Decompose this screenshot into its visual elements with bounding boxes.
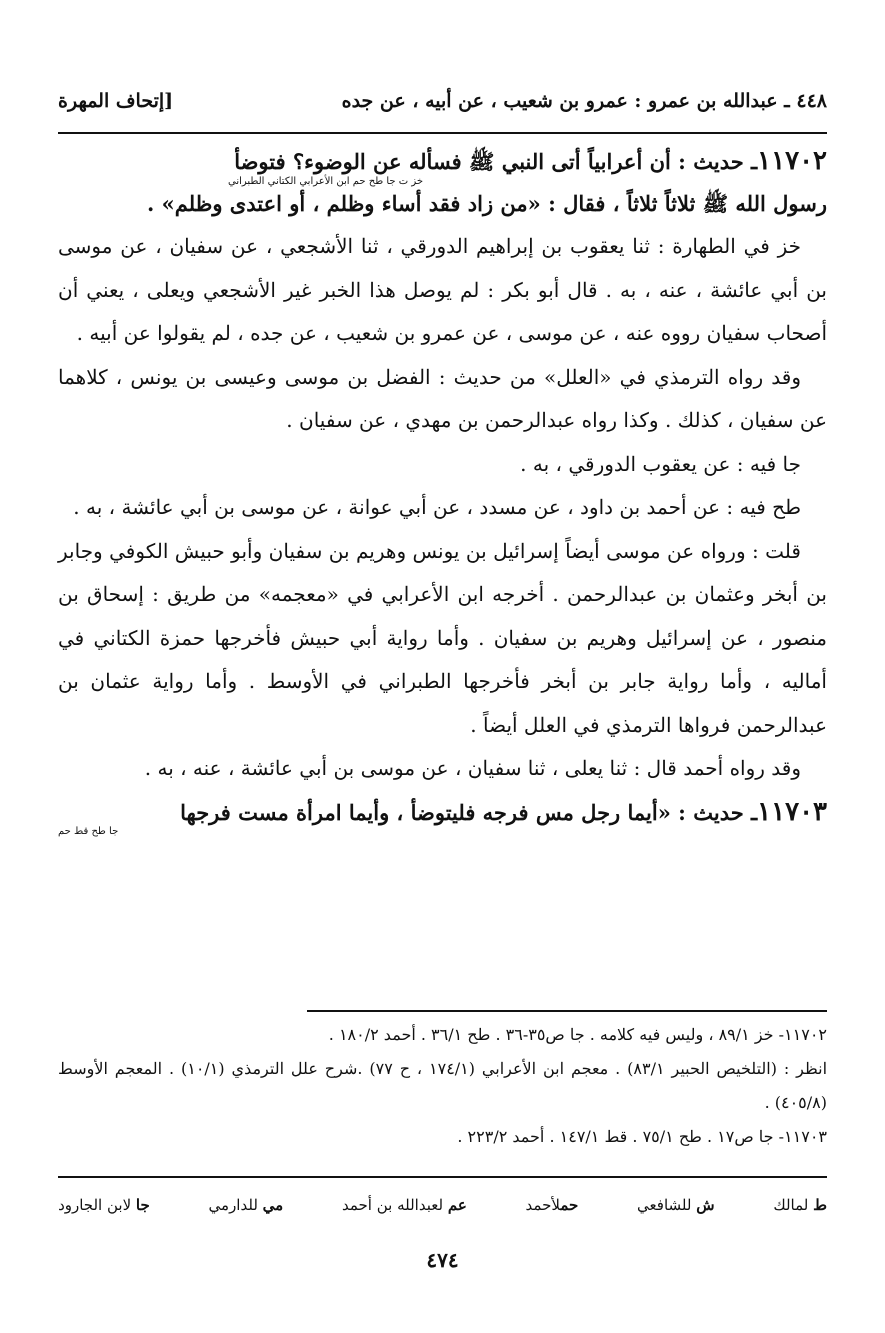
footnote-11702: ١١٧٠٢- خز ٨٩/١ ، وليس فيه كلامه . جا ص٣٥-٣٦ . طح ٣٦/١ . أحمد ١٨٠/٢ . — [328, 1025, 827, 1044]
hadith-number: ١١٧٠٣ — [757, 796, 827, 827]
abbr-item: ش للشافعي — [637, 1196, 715, 1214]
header-rule — [58, 132, 827, 134]
abbreviation-key — [58, 1190, 827, 1220]
abbr-item: مي للدارمي — [208, 1196, 284, 1214]
footnote-rule — [307, 1010, 827, 1012]
header-book-title: [إتحاف المهرة — [58, 90, 174, 112]
main-text — [58, 140, 827, 838]
abbr-item: حملأحمد — [525, 1196, 579, 1214]
hadith-number: ١١٧٠٢ — [757, 146, 827, 176]
hadith-11702-line2: رسول الله ﷺ ثلاثاً ثلاثاً ، فقال : «من زاد فقد أساء وظلم ، أو اعتدى وظلم» . — [146, 190, 827, 216]
hadith-lead: ـ حديث : — [678, 799, 758, 825]
paragraph-tirmidhi: وقد رواه الترمذي في «العلل» من حديث : الفضل بن موسى وعيسى بن يونس ، كلاهما عن سفيان ، كذلك . وكذا رواه عبدالرحمن بن مهدي ، عن سفيان . — [58, 364, 827, 432]
footnote-see-also: انظر : (التلخيص الحبير ٨٣/١) . معجم ابن الأعرابي (١٧٤/١ ، ح ٧٧) .شرح علل الترمذي (١٠/١) . المعجم الأوسط (٤٠٥/٨) . — [58, 1059, 828, 1112]
abbr-item: ط لمالك — [773, 1196, 827, 1214]
header-title: ٤٤٨ ـ عبدالله بن عمرو : عمرو بن شعيب ، عن أبيه ، عن جده — [341, 90, 827, 112]
footnote-11703: ١١٧٠٣- جا ص١٧ . طح ٧٥/١ . قط ١٤٧/١ . أحمد ٢٢٣/٢ . — [457, 1127, 827, 1146]
paragraph-jarud: جا فيه : عن يعقوب الدورقي ، به . — [520, 451, 801, 476]
abbr-item: عم لعبدالله بن أحمد — [341, 1196, 467, 1214]
hadith-sources-sigla: خز ت جا طح حم ابن الأعرابي الكتاني الطبراني — [228, 175, 424, 187]
hadith-text: أن أعرابياً أتى النبي ﷺ فسأله عن الوضوء؟ فتوضأ — [234, 149, 671, 174]
footnotes — [58, 1018, 827, 1154]
paragraph-tahawi: طح فيه : عن أحمد بن داود ، عن مسدد ، عن أبي عوانة ، عن موسى بن أبي عائشة ، به . — [73, 495, 801, 519]
hadith-sources-sigla: جا طح قط حم — [58, 826, 119, 837]
page-number: ٤٧٤ — [426, 1248, 459, 1272]
abbr-item: جا لابن الجارود — [58, 1196, 150, 1214]
paragraph-qultu: قلت : ورواه عن موسى أيضاً إسرائيل بن يونس وهريم بن سفيان وأبو حبيش الكوفي وجابر بن أبخر وعثمان بن عبدالرحمن . أخرجه ابن الأعرابي في «معجمه» من طريق : إسحاق بن منصور ، عن إسرائيل وهريم بن سفيان . وأما رواية أبي حبيش فأخرجها حمزة الكتاني في أماليه ، وأما رواية جابر بن أبخر فأخرجها الطبراني في الأوسط . وأما رواية عثمان بن عبدالرحمن فرواها الترمذي في العلل أيضاً . — [58, 538, 827, 737]
running-header — [58, 84, 827, 118]
hadith-lead: ـ حديث : — [678, 149, 758, 174]
paragraph-ahmad: وقد رواه أحمد قال : ثنا يعلى ، ثنا سفيان ، عن موسى بن أبي عائشة ، عنه ، به . — [144, 756, 801, 780]
abbreviation-rule — [58, 1176, 827, 1178]
paragraph-khuzaymah: خز في الطهارة : ثنا يعقوب بن إبراهيم الدورقي ، ثنا الأشجعي ، عن سفيان ، عن موسى بن أبي عائشة ، عنه ، به . قال أبو بكر : لم يوصل هذا الخبر غير الأشجعي ويعلى ، يعني أن أصحاب سفيان رووه عنه ، عن موسى ، عن عمرو بن شعيب ، عن جده ، لم يقولوا عن أبيه . — [58, 234, 827, 345]
hadith-text: «أيما رجل مس فرجه فليتوضأ ، وأيما امرأة مست فرجها — [180, 799, 671, 825]
